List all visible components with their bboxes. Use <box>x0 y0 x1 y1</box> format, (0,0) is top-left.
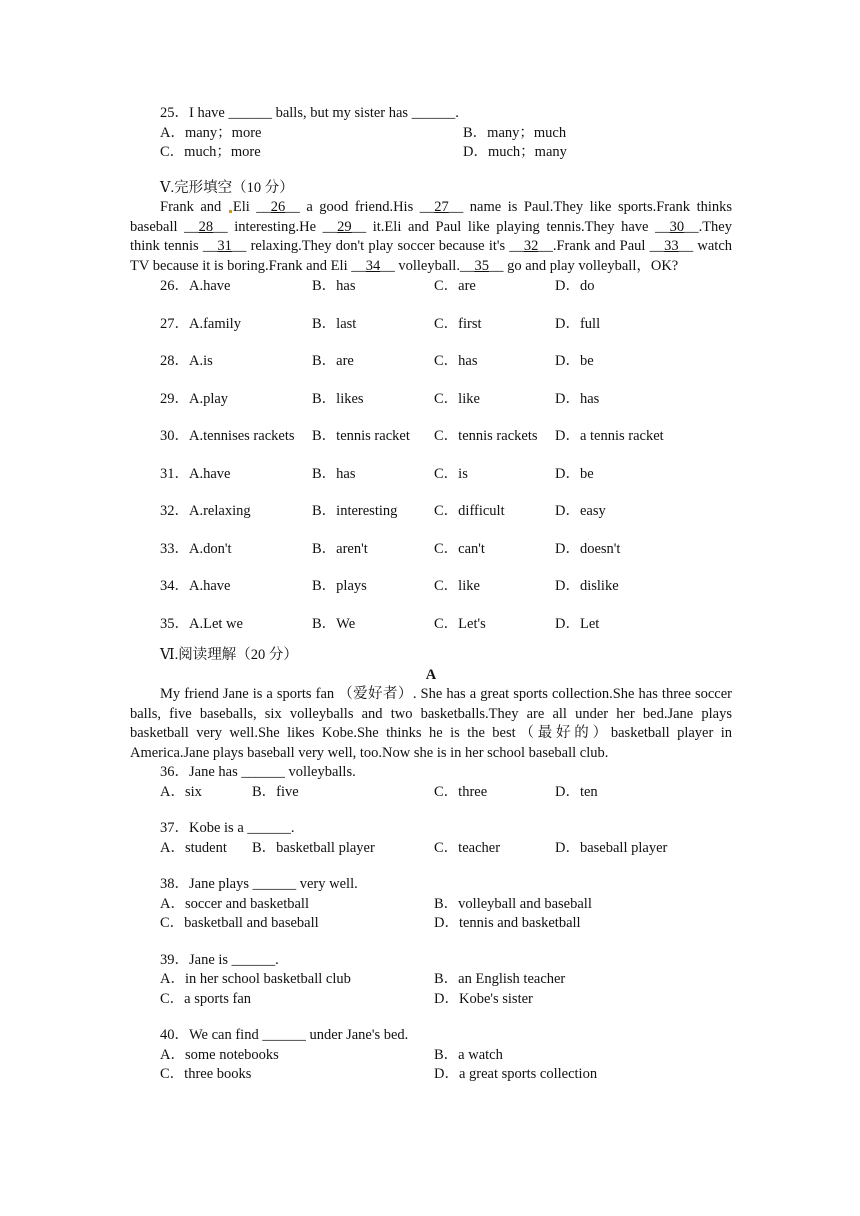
cloze-question-34: 34．A.have B．plays C．like D．dislike <box>160 578 619 594</box>
blank-30: 30 <box>669 218 685 235</box>
option-c: C．much；more <box>160 144 261 160</box>
question-38 <box>130 875 732 934</box>
options: A．in her school basketball club B．an English teacher C．a sports fan D．Kobe's sister <box>160 971 566 1007</box>
blank-29: 29 <box>337 218 352 235</box>
question-stem: 37．Kobe is a ______. <box>160 820 295 836</box>
blank-35: 35 <box>474 257 489 274</box>
option-b: B．many；much <box>463 124 567 141</box>
blank-28: 28 <box>198 218 214 235</box>
options: A．student B．basketball player C．teacher D．baseball player <box>160 839 668 856</box>
question-37 <box>130 819 732 858</box>
options: A．six B．five C．three D．ten <box>160 783 598 800</box>
passage-label: A <box>425 666 437 683</box>
option-d: D．much；many <box>463 144 567 160</box>
options: A．some notebooks B．a watch C．three books D．a great sports collection <box>160 1046 598 1082</box>
blank-26: 26 <box>270 199 286 215</box>
cloze-question-27: 27．A.family B．last C．first D．full <box>160 315 601 332</box>
document-page <box>130 104 732 1102</box>
question-stem: 36．Jane has ______ volleyballs. <box>160 764 356 780</box>
question-stem: 40．We can find ______ under Jane's bed. <box>160 1027 409 1043</box>
section-title-cloze: Ⅴ.完形填空（10 分） <box>160 179 294 196</box>
blank-33: 33 <box>664 238 679 254</box>
question-stem: 38．Jane plays ______ very well. <box>160 876 358 892</box>
reading-passage: My friend Jane is a sports fan （爱好者）. She has a great sports collection.She has three soccer balls, five baseballs, six volleyballs and two basketballs.They are all under her bed.Jane plays basketball very well.She likes Kobe.She thinks he is the best（最好的）basketball player in America.Jane plays baseball very well, too.Now she is in her school baseball club. <box>130 686 732 761</box>
question-40 <box>130 1026 732 1085</box>
options: A．soccer and basketball B．volleyball and baseball C．basketball and baseball D．tennis and basketball <box>160 895 592 931</box>
cloze-question-26: 26．A.have B．has C．are D．do <box>160 278 595 294</box>
options <box>130 124 732 163</box>
cloze-question-31: 31．A.have B．has C．is D．be <box>160 465 594 482</box>
question-stem: 39．Jane is ______. <box>160 951 279 968</box>
cloze-question-29: 29．A.play B．likes C．like D．has <box>160 390 600 407</box>
question-39 <box>130 951 732 1010</box>
blank-27: 27 <box>434 199 449 215</box>
question-25 <box>130 104 732 163</box>
option-a: A．many；more <box>160 124 262 141</box>
blank-34: 34 <box>365 257 381 274</box>
cloze-question-30: 30．A.tennises rackets B．tennis racket C．tennis rackets D．a tennis racket <box>160 428 664 444</box>
section-title-reading: Ⅵ.阅读理解（20 分） <box>160 647 298 663</box>
blank-32: 32 <box>523 238 539 254</box>
question-36 <box>130 763 732 802</box>
blank-31: 31 <box>217 238 232 254</box>
question-stem: 25．I have ______ balls, but my sister has ______. <box>160 105 459 121</box>
cloze-question-35: 35．A.Let we B．We C．Let's D．Let <box>160 615 600 632</box>
cloze-question-32: 32．A.relaxing B．interesting C．difficult D．easy <box>160 503 606 519</box>
cloze-question-33: 33．A.don't B．aren't C．can't D．doesn't <box>160 540 621 557</box>
cloze-question-28: 28．A.is B．are C．has D．be <box>160 353 594 369</box>
cloze-passage: Frank and Eli __26__ a good friend.His __27__ name is Paul.They like sports.Frank thinks baseball __28__ interesting.He __29__ it.Eli and Paul like playing tennis.They have __30__.They think tennis __31__ relaxing.They don't play soccer because it's __32__.Frank and Paul __33__ watch TV because it is boring.Frank and Eli __34__ volleyball.__35__ go and play volleyball，OK? <box>130 199 733 274</box>
mark-dot <box>229 210 232 213</box>
